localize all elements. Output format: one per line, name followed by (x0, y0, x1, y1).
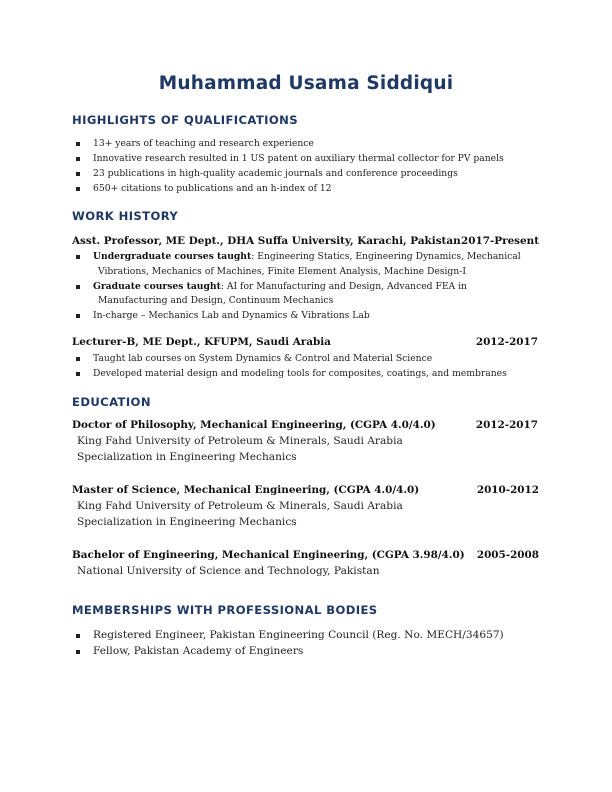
degree-years: 2005-2008 (476, 549, 539, 561)
duty-lead: Undergraduate courses taught (93, 251, 252, 262)
degree-specialization: Specialization in Engineering Mechanics (77, 451, 297, 463)
job-years: 2017-Present (461, 235, 539, 247)
highlight-item: 13+ years of teaching and research experience (93, 138, 314, 149)
section-heading-highlights: HIGHLIGHTS OF QUALIFICATIONS (72, 113, 298, 127)
degree-title: Bachelor of Engineering, Mechanical Engineering, (CGPA 3.98/4.0) (72, 549, 465, 561)
duty-continuation: Manufacturing and Design, Continuum Mechanics (98, 295, 334, 306)
degree-school: King Fahd University of Petroleum & Minerals, Saudi Arabia (77, 435, 403, 447)
job-duty-item (93, 249, 521, 264)
job-duty-item: Developed material design and modeling tools for composites, coatings, and membranes (93, 368, 507, 379)
highlight-item: Innovative research resulted in 1 US patent on auxiliary thermal collector for PV panels (93, 153, 504, 164)
membership-item: Fellow, Pakistan Academy of Engineers (93, 645, 304, 657)
job-title: Lecturer-B, ME Dept., KFUPM, Saudi Arabia (72, 336, 331, 348)
degree-years: 2012-2017 (475, 419, 538, 431)
duty-text: : Engineering Statics, Engineering Dynamics, Mechanical (251, 251, 521, 262)
job-years: 2012-2017 (475, 336, 538, 348)
highlight-item: 650+ citations to publications and an h-index of 12 (93, 183, 332, 194)
duty-continuation: Vibrations, Mechanics of Machines, Finite Element Analysis, Machine Design-I (98, 266, 466, 277)
degree-specialization: Specialization in Engineering Mechanics (77, 516, 297, 528)
duty-text: : AI for Manufacturing and Design, Advanced FEA in (220, 281, 467, 292)
resume-name: Muhammad Usama Siddiqui (158, 73, 454, 94)
job-duty-item: Taught lab courses on System Dynamics & Control and Material Science (93, 353, 433, 364)
degree-years: 2010-2012 (476, 484, 539, 496)
degree-school: National University of Science and Technology, Pakistan (77, 565, 380, 577)
job-duty-item: In-charge – Mechanics Lab and Dynamics & Vibrations Lab (93, 310, 370, 321)
section-heading-memberships: MEMBERSHIPS WITH PROFESSIONAL BODIES (72, 603, 378, 617)
job-title: Asst. Professor, ME Dept., DHA Suffa University, Karachi, Pakistan (72, 235, 461, 247)
degree-school: King Fahd University of Petroleum & Minerals, Saudi Arabia (77, 500, 403, 512)
job-duty-item (93, 279, 467, 294)
section-heading-work: WORK HISTORY (72, 209, 179, 223)
duty-lead: Graduate courses taught (93, 281, 221, 292)
degree-title: Doctor of Philosophy, Mechanical Engineering, (CGPA 4.0/4.0) (72, 419, 436, 431)
highlight-item: 23 publications in high-quality academic journals and conference proceedings (93, 168, 458, 179)
degree-title: Master of Science, Mechanical Engineering, (CGPA 4.0/4.0) (72, 484, 420, 496)
section-heading-education: EDUCATION (72, 395, 151, 409)
membership-item: Registered Engineer, Pakistan Engineering Council (Reg. No. MECH/34657) (93, 629, 504, 641)
